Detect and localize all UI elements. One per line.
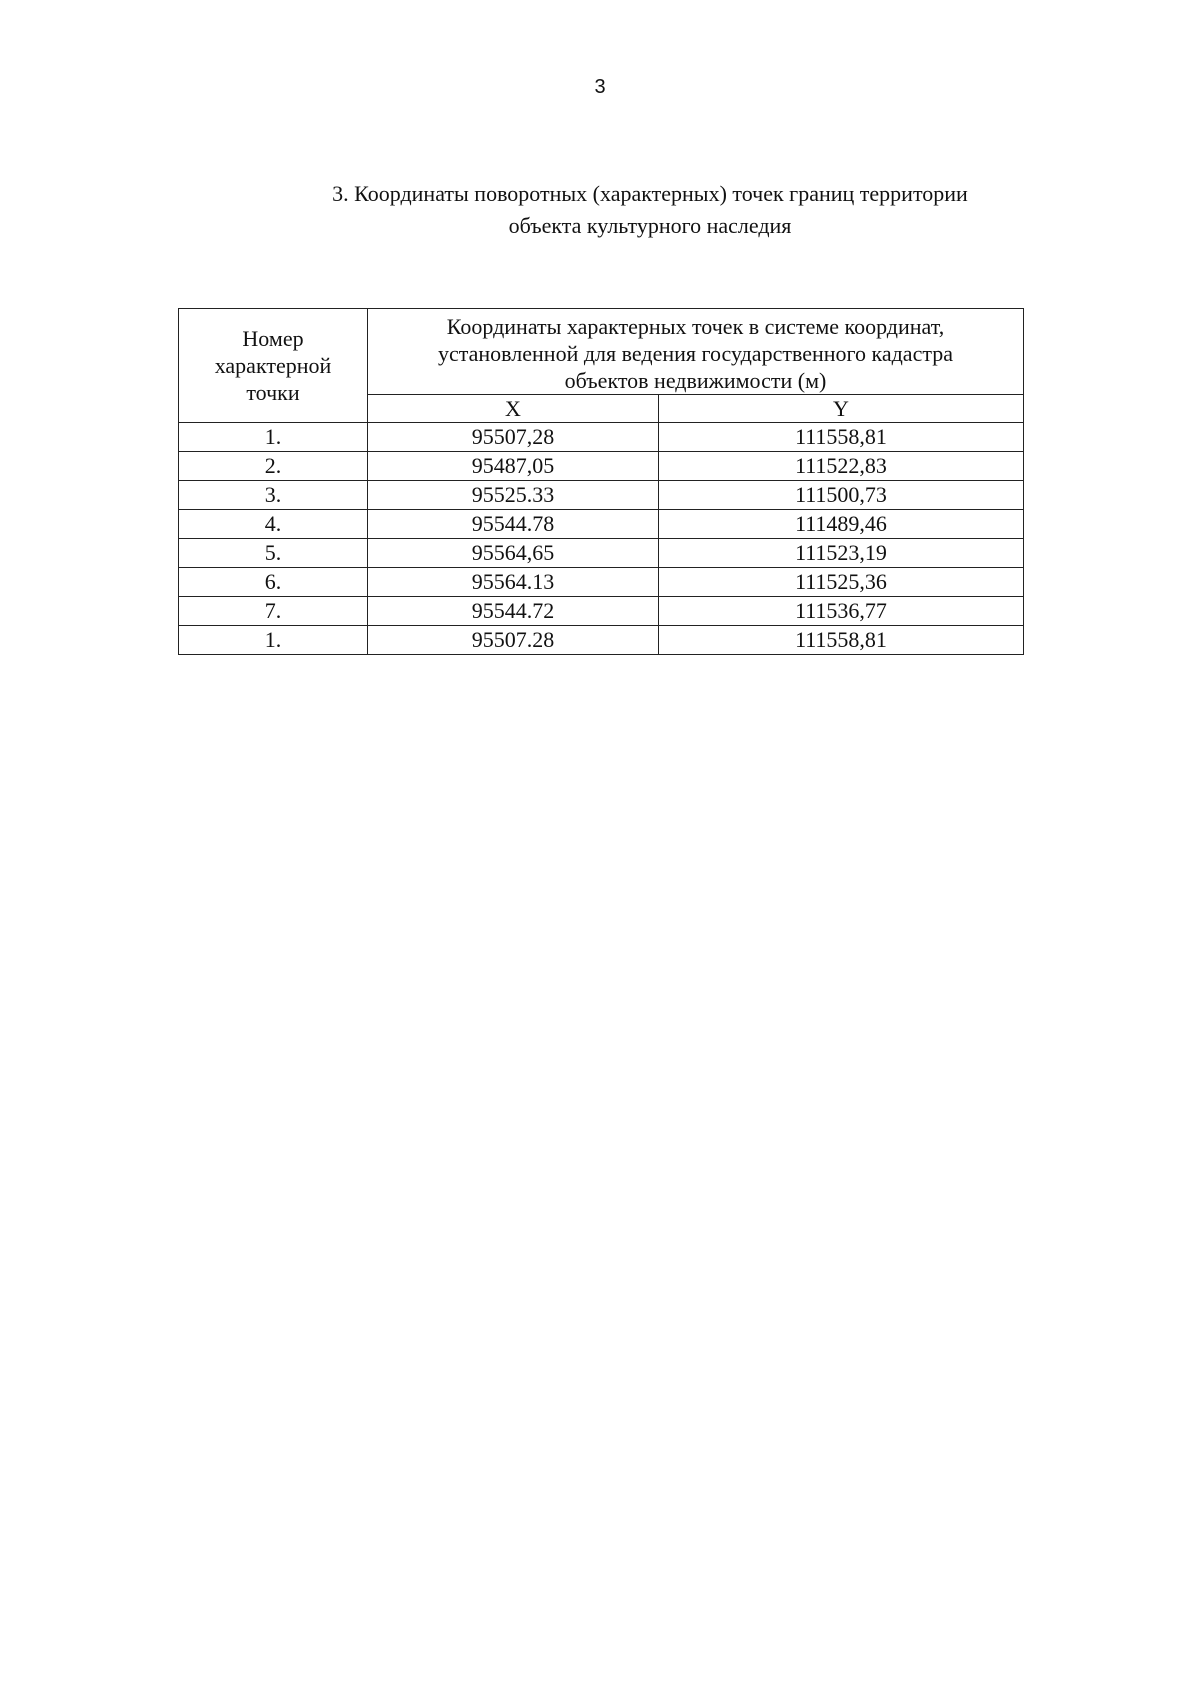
section-title <box>260 178 1040 242</box>
cell-point: 7. <box>179 597 368 626</box>
cell-y: 111558,81 <box>659 626 1024 655</box>
table-row <box>179 597 1024 626</box>
cell-x: 95544.72 <box>368 597 659 626</box>
header-coords-line: установленной для ведения государственного кадастра <box>438 341 953 366</box>
cell-x: 95487,05 <box>368 452 659 481</box>
header-point-line: характерной <box>214 353 332 378</box>
cell-point: 4. <box>179 510 368 539</box>
table-row <box>179 452 1024 481</box>
header-coords-line: объектов недвижимости (м) <box>564 368 827 393</box>
header-point-line: точки <box>246 380 300 405</box>
cell-y: 111522,83 <box>659 452 1024 481</box>
cell-y: 111489,46 <box>659 510 1024 539</box>
table-header-row <box>179 309 1024 395</box>
cell-point: 2. <box>179 452 368 481</box>
header-coords-line: Координаты характерных точек в системе координат, <box>446 314 945 339</box>
table-row <box>179 481 1024 510</box>
table-row <box>179 626 1024 655</box>
coordinates-table <box>178 308 1024 655</box>
cell-point: 3. <box>179 481 368 510</box>
header-coordinates <box>368 309 1024 395</box>
cell-point: 1. <box>179 423 368 452</box>
cell-y: 111523,19 <box>659 539 1024 568</box>
cell-y: 111525,36 <box>659 568 1024 597</box>
cell-x: 95564.13 <box>368 568 659 597</box>
header-x: X <box>368 395 659 423</box>
cell-x: 95564,65 <box>368 539 659 568</box>
section-title-line-1: 3. Координаты поворотных (характерных) точек границ территории <box>332 181 968 206</box>
table-row <box>179 510 1024 539</box>
cell-y: 111536,77 <box>659 597 1024 626</box>
cell-point: 6. <box>179 568 368 597</box>
cell-point: 1. <box>179 626 368 655</box>
cell-x: 95544.78 <box>368 510 659 539</box>
table-row <box>179 568 1024 597</box>
table-row <box>179 539 1024 568</box>
header-point-number <box>179 309 368 423</box>
header-y: Y <box>659 395 1024 423</box>
section-title-line-2: объекта культурного наследия <box>508 213 792 238</box>
cell-y: 111500,73 <box>659 481 1024 510</box>
page-number: 3 <box>594 76 606 98</box>
table-row <box>179 423 1024 452</box>
cell-x: 95507.28 <box>368 626 659 655</box>
header-point-line: Номер <box>242 326 304 351</box>
cell-point: 5. <box>179 539 368 568</box>
cell-y: 111558,81 <box>659 423 1024 452</box>
cell-x: 95525.33 <box>368 481 659 510</box>
cell-x: 95507,28 <box>368 423 659 452</box>
